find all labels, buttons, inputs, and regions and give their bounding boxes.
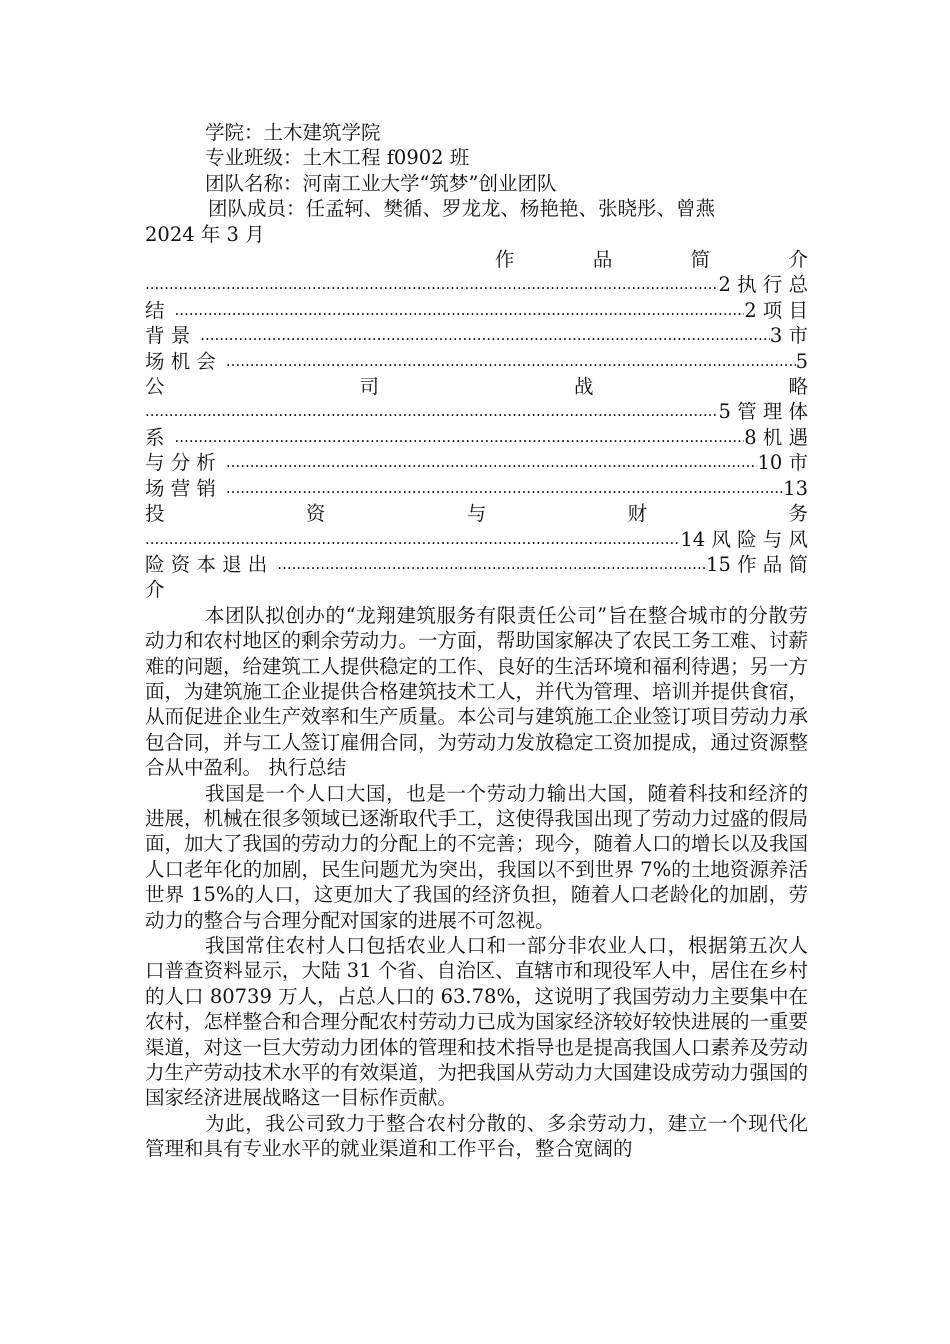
toc-entry-end: 14 风 险 与 风 bbox=[680, 527, 808, 551]
toc-entry-start: 场 机 会 bbox=[145, 349, 216, 373]
toc-leader bbox=[226, 450, 758, 475]
toc-entry-end: 13 bbox=[783, 476, 808, 500]
toc-row bbox=[145, 247, 808, 272]
toc-char: 与 bbox=[466, 502, 487, 526]
toc-leader bbox=[175, 298, 745, 323]
toc-row bbox=[145, 399, 808, 424]
toc-leader bbox=[200, 323, 770, 348]
toc-char: 投 bbox=[145, 502, 165, 526]
toc-entry-end: 10 市 bbox=[757, 451, 808, 475]
toc-entry-end: 5 bbox=[795, 349, 808, 373]
toc-entry-end: 2 项 目 bbox=[744, 298, 808, 322]
document-page bbox=[145, 120, 808, 1162]
toc-row bbox=[145, 323, 808, 348]
members-line: 团队成员：任孟轲、樊循、罗龙龙、杨艳艳、张晓彤、曾燕 bbox=[208, 197, 716, 221]
toc-leader bbox=[277, 552, 706, 577]
toc-char: 品 bbox=[592, 248, 613, 272]
paragraph-rural: 我国常住农村人口包括农业人口和一部分非农业人口，根据第五次人口普查资料显示，大陆 31 个省、自治区、直辖市和现役军人中，居住在乡村的人口 80739 万人，占总人口的 63.78%，这说明了我国劳动力主要集中在农村，怎样整合和合理分配农村劳动力已成为国家经济较好较快进展的一重要渠道，对这一巨大劳动力团体的管理和技术指导也是提高我国人口素养及劳动力生产劳动技术水平的有效渠道，为把我国从劳动力大国建设成劳动力强国的国家经济进展战略这一目标作贡献。 bbox=[145, 934, 809, 1110]
toc-row bbox=[145, 476, 808, 501]
toc-row bbox=[145, 374, 808, 399]
toc-char: 介 bbox=[788, 248, 808, 272]
toc-row bbox=[145, 527, 808, 552]
toc-entry-start: 系 bbox=[145, 425, 165, 449]
toc-row bbox=[145, 450, 808, 475]
team-line: 团队名称：河南工业大学“筑梦”创业团队 bbox=[205, 171, 557, 195]
toc-entry-end: 8 机 遇 bbox=[744, 425, 808, 449]
toc-char: 战 bbox=[573, 375, 594, 399]
toc-entry-start: 背 景 bbox=[145, 324, 191, 348]
toc-entry-start: 结 bbox=[145, 298, 165, 322]
toc-leader bbox=[145, 399, 718, 424]
toc-char: 简 bbox=[690, 248, 711, 272]
toc-leader bbox=[145, 527, 680, 552]
toc-entry-end: 2 执 行 总 bbox=[718, 273, 808, 297]
paragraph-mission: 为此，我公司致力于整合农村分散的、多余劳动力，建立一个现代化管理和具有专业水平的就业渠道和工作平台，整合宽阔的 bbox=[145, 1111, 808, 1161]
toc-row bbox=[145, 501, 808, 526]
toc-leader bbox=[175, 425, 745, 450]
toc-char: 资 bbox=[305, 502, 326, 526]
toc-char: 司 bbox=[359, 375, 379, 399]
toc-leader bbox=[226, 349, 796, 374]
date-line: 2024 年 3 月 bbox=[145, 222, 265, 246]
toc-char: 财 bbox=[627, 502, 648, 526]
toc-entry-end: 5 管 理 体 bbox=[718, 400, 808, 424]
toc-char: 务 bbox=[788, 502, 808, 526]
toc-entry-start: 险 资 本 退 出 bbox=[145, 552, 268, 576]
toc-leader bbox=[145, 272, 718, 297]
toc-entry-end: 3 市 bbox=[769, 324, 808, 348]
toc-leader bbox=[226, 476, 783, 501]
paragraph-intro: 本团队拟创办的“龙翔建筑服务有限责任公司”旨在整合城市的分散劳动力和农村地区的剩余劳动力。一方面，帮助国家解决了农民工务工难、讨薪难的问题，给建筑工人提供稳定的工作、良好的生活环境和福利待遇；另一方面，为建筑施工企业提供合格建筑技术工人，并代为管理、培训并提供食宿，从而促进企业生产效率和生产质量。本公司与建筑施工企业签订项目劳动力承包合同，并与工人签订雇佣合同，为劳动力发放稳定工资加提成，通过资源整合从中盈利。 执行总结 bbox=[145, 603, 809, 780]
toc-entry-start: 场 营 销 bbox=[145, 476, 216, 500]
toc-row bbox=[145, 349, 808, 374]
toc-row bbox=[145, 272, 808, 297]
toc-entry-end: 15 作 品 简 bbox=[706, 552, 808, 576]
college-line: 学院：土木建筑学院 bbox=[205, 121, 381, 144]
toc-row bbox=[145, 552, 808, 577]
toc-char: 略 bbox=[788, 375, 808, 399]
class-line: 专业班级：土木工程 f0902 班 bbox=[205, 146, 470, 170]
toc-entry-start: 与 分 析 bbox=[145, 451, 216, 475]
paragraph-labor: 我国是一个人口大国，也是一个劳动力输出大国，随着科技和经济的进展，机械在很多领域已逐渐取代手工，这使得我国出现了劳动力过盛的假局面，加大了我国的劳动力的分配上的不完善；现今，随着人口的增长以及我国人口老年化的加剧，民生问题尤为突出，我国以不到世界 7%的土地资源养活世界 15%的人口，这更加大了我国的经济负担，随着人口老龄化的加剧，劳动力的整合与合理分配对国家的进展不可忽视。 bbox=[145, 781, 809, 932]
toc-row bbox=[145, 298, 808, 323]
toc-row: 介 bbox=[145, 578, 165, 602]
toc-row bbox=[145, 425, 808, 450]
toc-char: 公 bbox=[145, 375, 165, 399]
toc-char: 作 bbox=[495, 248, 515, 272]
table-of-contents bbox=[145, 247, 808, 603]
